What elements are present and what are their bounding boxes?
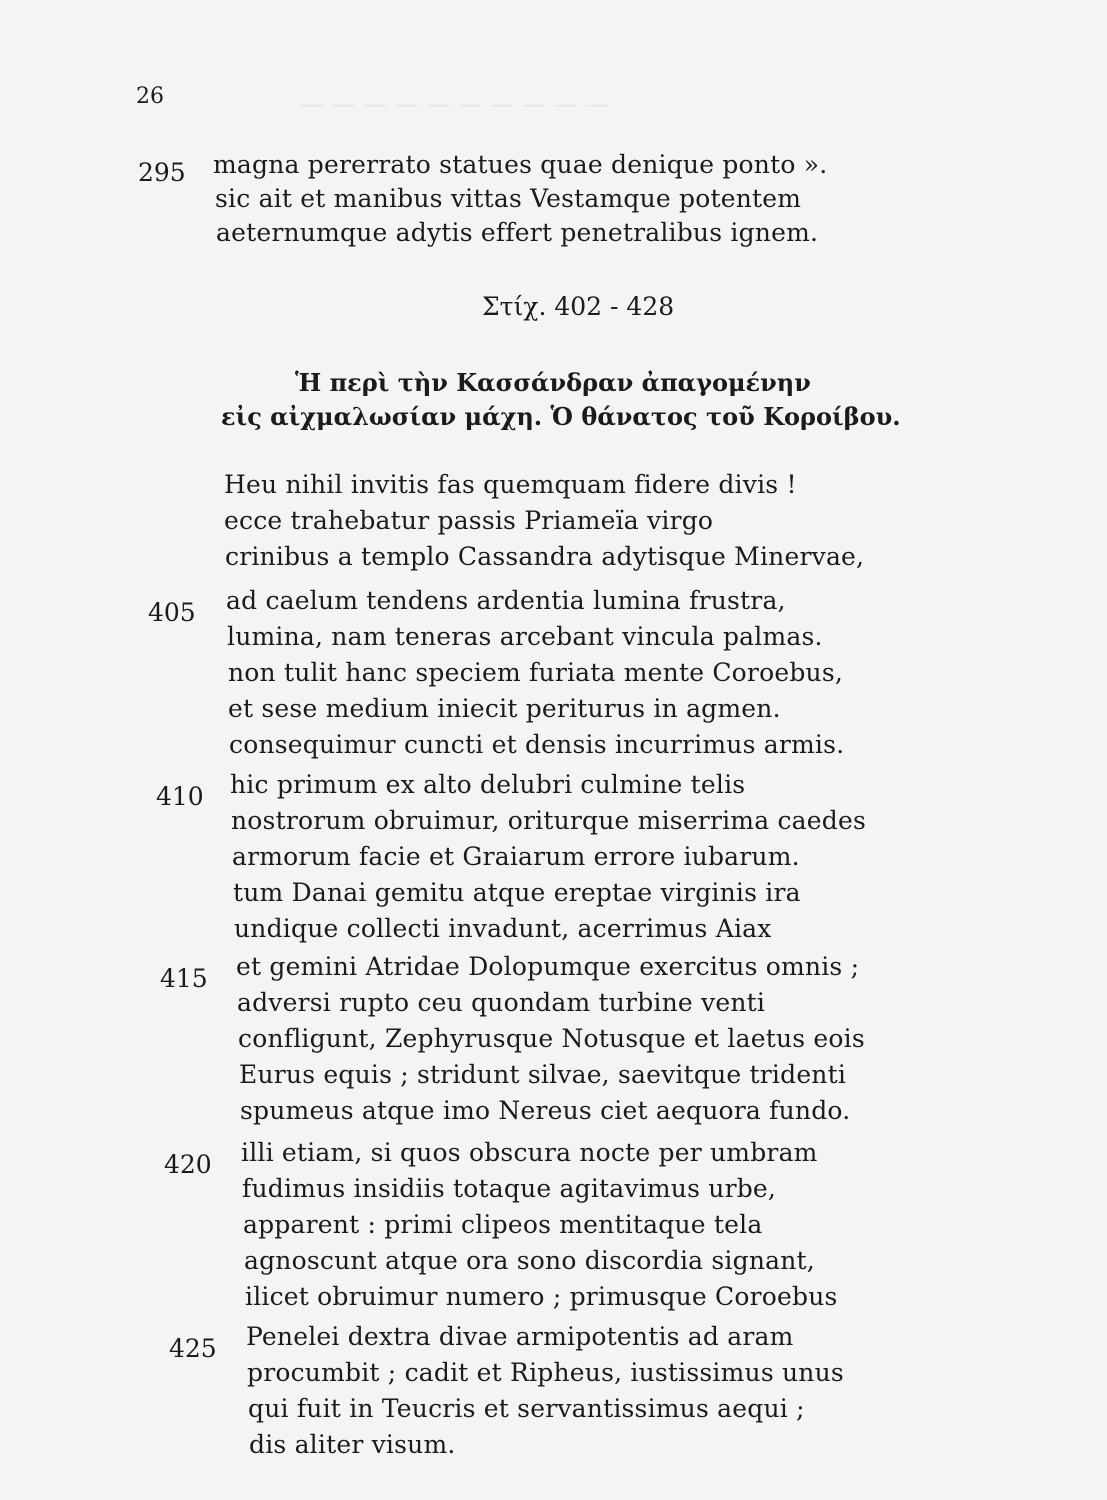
verse-line: Eurus equis ; stridunt silvae, saevitque tridenti	[239, 1060, 847, 1089]
verse-line: Penelei dextra divae armipotentis ad aram	[246, 1322, 794, 1351]
verse-line: hic primum ex alto delubri culmine telis	[230, 770, 746, 799]
line-number-415: 415	[160, 964, 208, 993]
verse-line: illi etiam, si quos obscura nocte per umbram	[241, 1138, 818, 1167]
verse-line: apparent : primi clipeos mentitaque tela	[243, 1210, 763, 1239]
verse-line: nostrorum obruimur, oriturque miserrima caedes	[231, 806, 866, 835]
verse-line: lumina, nam teneras arcebant vincula palmas.	[227, 622, 823, 651]
line-number-410: 410	[156, 782, 204, 811]
line-number-405: 405	[148, 598, 196, 627]
verse-line: aeternumque adytis effert penetralibus ignem.	[216, 218, 819, 247]
verse-line: sic ait et manibus vittas Vestamque potentem	[215, 184, 802, 213]
verse-line: qui fuit in Teucris et servantissimus aequi ;	[248, 1394, 805, 1423]
page-number: 26	[136, 84, 164, 109]
verse-line: armorum facie et Graiarum errore iubarum.	[232, 842, 800, 871]
verse-line: ilicet obruimur numero ; primusque Coroebus	[245, 1282, 838, 1311]
section-heading-line-1: Ἡ περὶ τὴν Κασσάνδραν ἀπαγομένην	[295, 368, 811, 397]
bleed-through-text: — — — — — — — — — —	[300, 90, 609, 118]
line-number-420: 420	[164, 1150, 212, 1179]
verse-line: consequimur cuncti et densis incurrimus armis.	[229, 730, 845, 759]
verse-line: crinibus a templo Cassandra adytisque Minervae,	[225, 542, 865, 571]
verse-line: adversi rupto ceu quondam turbine venti	[237, 988, 766, 1017]
line-number-295: 295	[138, 158, 186, 187]
verse-line: non tulit hanc speciem furiata mente Coroebus,	[228, 658, 844, 687]
verse-line: undique collecti invadunt, acerrimus Aiax	[234, 914, 772, 943]
verse-line: agnoscunt atque ora sono discordia signant,	[244, 1246, 815, 1275]
verse-line: et gemini Atridae Dolopumque exercitus omnis ;	[236, 952, 860, 981]
verse-line: Heu nihil invitis fas quemquam fidere divis !	[224, 470, 797, 499]
verse-line: ecce trahebatur passis Priameïa virgo	[224, 506, 714, 535]
verse-line: spumeus atque imo Nereus ciet aequora fundo.	[240, 1096, 851, 1125]
verse-line: tum Danai gemitu atque ereptae virginis ira	[233, 878, 801, 907]
verse-line: ad caelum tendens ardentia lumina frustra,	[226, 586, 786, 615]
verse-line: fudimus insidiis totaque agitavimus urbe,	[242, 1174, 777, 1203]
verse-line: magna pererrato statues quae denique ponto ».	[213, 150, 828, 179]
verse-line: procumbit ; cadit et Ripheus, iustissimus unus	[247, 1358, 844, 1387]
verse-line: dis aliter visum.	[249, 1430, 456, 1459]
verse-line: et sese medium iniecit periturus in agmen.	[228, 694, 781, 723]
line-number-425: 425	[169, 1334, 217, 1363]
stichoi-range: Στίχ. 402 - 428	[482, 292, 675, 321]
section-heading-line-2: εἰς αἰχμαλωσίαν μάχη. Ὁ θάνατος τοῦ Κοροίβου.	[221, 402, 901, 431]
verse-line: confligunt, Zephyrusque Notusque et laetus eois	[238, 1024, 865, 1053]
